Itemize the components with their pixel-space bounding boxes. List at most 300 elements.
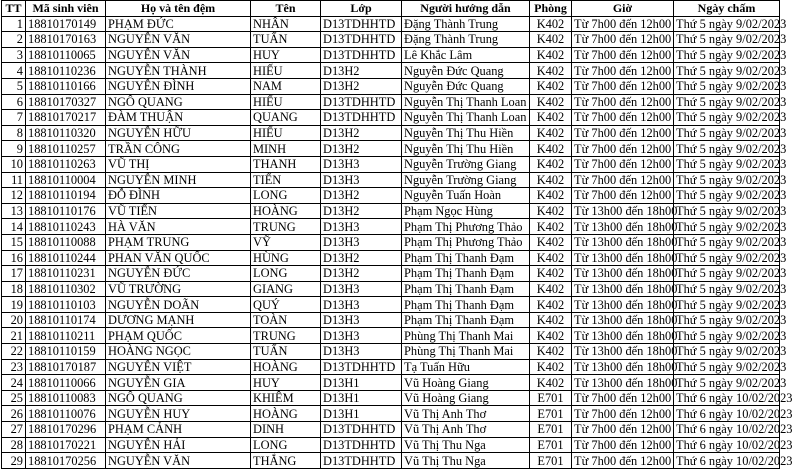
cell-name: LONG: [251, 437, 321, 453]
table-row: [2, 234, 780, 250]
cell-name: HIẾU: [251, 125, 321, 141]
cell-name: QUÝ: [251, 297, 321, 313]
cell-name: MINH: [251, 141, 321, 157]
cell-name: HUY: [251, 47, 321, 63]
cell-tt: 29: [2, 453, 26, 469]
cell-tt: 28: [2, 437, 26, 453]
cell-surname: ĐÀM THUẬN: [106, 110, 251, 126]
cell-date: Thứ 6 ngày 10/02/2023: [674, 406, 780, 422]
cell-room: E701: [530, 422, 572, 438]
cell-surname: NGÔ QUANG: [106, 390, 251, 406]
cell-student-id: 18810110088: [26, 234, 106, 250]
cell-room: K402: [530, 219, 572, 235]
cell-tt: 11: [2, 172, 26, 188]
cell-student-id: 18810110159: [26, 344, 106, 360]
cell-surname: NGUYỄN HỮU: [106, 125, 251, 141]
cell-date: Thứ 5 ngày 9/02/2023: [674, 234, 780, 250]
cell-student-id: 18810110211: [26, 328, 106, 344]
cell-advisor: Đặng Thành Trung: [402, 32, 530, 48]
cell-room: E701: [530, 390, 572, 406]
cell-class: D13H3: [321, 172, 402, 188]
cell-class: D13H3: [321, 328, 402, 344]
cell-tt: 23: [2, 359, 26, 375]
cell-class: D13TDHHTD: [321, 437, 402, 453]
cell-tt: 13: [2, 203, 26, 219]
cell-advisor: Nguyễn Thị Thu Hiền: [402, 125, 530, 141]
cell-tt: 3: [2, 47, 26, 63]
cell-advisor: Vũ Thị Anh Thơ: [402, 422, 530, 438]
cell-advisor: Nguyễn Đức Quang: [402, 63, 530, 79]
cell-date: Thứ 5 ngày 9/02/2023: [674, 250, 780, 266]
cell-surname: VŨ TRƯỜNG: [106, 281, 251, 297]
table-row: [2, 328, 780, 344]
cell-room: K402: [530, 94, 572, 110]
cell-room: K402: [530, 63, 572, 79]
cell-student-id: 18810110263: [26, 156, 106, 172]
cell-tt: 25: [2, 390, 26, 406]
cell-date: Thứ 5 ngày 9/02/2023: [674, 312, 780, 328]
cell-date: Thứ 5 ngày 9/02/2023: [674, 188, 780, 204]
cell-student-id: 18810110320: [26, 125, 106, 141]
cell-name: TRUNG: [251, 328, 321, 344]
cell-surname: NGUYỄN VĂN: [106, 47, 251, 63]
cell-surname: PHAN VĂN QUỐC: [106, 250, 251, 266]
cell-date: Thứ 6 ngày 10/02/2023: [674, 390, 780, 406]
cell-time: Từ 13h00 đến 18h00: [572, 328, 674, 344]
cell-student-id: 18810110065: [26, 47, 106, 63]
cell-class: D13H3: [321, 344, 402, 360]
cell-time: Từ 13h00 đến 18h00: [572, 312, 674, 328]
cell-tt: 22: [2, 344, 26, 360]
cell-room: K402: [530, 32, 572, 48]
cell-time: Từ 7h00 đến 12h00: [572, 94, 674, 110]
cell-date: Thứ 5 ngày 9/02/2023: [674, 203, 780, 219]
cell-advisor: Vũ Hoàng Giang: [402, 390, 530, 406]
cell-student-id: 18810110103: [26, 297, 106, 313]
table-row: [2, 156, 780, 172]
table-row: [2, 172, 780, 188]
table-row: [2, 188, 780, 204]
cell-class: D13H2: [321, 188, 402, 204]
table-row: [2, 16, 780, 32]
header-student-id: Mã sinh viên: [26, 1, 106, 17]
cell-tt: 12: [2, 188, 26, 204]
cell-student-id: 18810110194: [26, 188, 106, 204]
cell-time: Từ 7h00 đến 12h00: [572, 125, 674, 141]
cell-name: VỸ: [251, 234, 321, 250]
cell-name: KHIÊM: [251, 390, 321, 406]
cell-surname: NGUYỄN VIỆT: [106, 359, 251, 375]
cell-date: Thứ 5 ngày 9/02/2023: [674, 297, 780, 313]
cell-name: TUẤN: [251, 344, 321, 360]
table-row: [2, 437, 780, 453]
cell-student-id: 18810110174: [26, 312, 106, 328]
cell-time: Từ 13h00 đến 18h00: [572, 297, 674, 313]
header-tt: TT: [2, 1, 26, 17]
cell-time: Từ 7h00 đến 12h00: [572, 78, 674, 94]
table-row: [2, 110, 780, 126]
cell-surname: NGUYỄN VĂN: [106, 453, 251, 469]
cell-class: D13TDHHTD: [321, 110, 402, 126]
cell-name: NAM: [251, 78, 321, 94]
cell-advisor: Tạ Tuấn Hữu: [402, 359, 530, 375]
cell-name: HOÀNG: [251, 203, 321, 219]
cell-date: Thứ 5 ngày 9/02/2023: [674, 94, 780, 110]
cell-tt: 10: [2, 156, 26, 172]
cell-date: Thứ 5 ngày 9/02/2023: [674, 375, 780, 391]
table-header-row: [2, 1, 780, 17]
cell-name: LONG: [251, 188, 321, 204]
cell-date: Thứ 5 ngày 9/02/2023: [674, 141, 780, 157]
cell-time: Từ 13h00 đến 18h00: [572, 234, 674, 250]
cell-class: D13TDHHTD: [321, 16, 402, 32]
cell-tt: 18: [2, 281, 26, 297]
cell-student-id: 18810110302: [26, 281, 106, 297]
cell-surname: ĐỖ ĐÌNH: [106, 188, 251, 204]
table-row: [2, 203, 780, 219]
table-row: [2, 390, 780, 406]
cell-time: Từ 7h00 đến 12h00: [572, 47, 674, 63]
cell-room: K402: [530, 125, 572, 141]
cell-class: D13H3: [321, 281, 402, 297]
cell-surname: PHẠM QUỐC: [106, 328, 251, 344]
cell-advisor: Nguyễn Tuấn Hoàn: [402, 188, 530, 204]
cell-class: D13H3: [321, 312, 402, 328]
cell-advisor: Lê Khắc Lâm: [402, 47, 530, 63]
cell-room: K402: [530, 344, 572, 360]
cell-date: Thứ 5 ngày 9/02/2023: [674, 359, 780, 375]
cell-class: D13H2: [321, 141, 402, 157]
cell-date: Thứ 5 ngày 9/02/2023: [674, 156, 780, 172]
cell-surname: NGUYỄN VĂN: [106, 32, 251, 48]
cell-student-id: 18810170327: [26, 94, 106, 110]
cell-time: Từ 7h00 đến 12h00: [572, 406, 674, 422]
cell-advisor: Phạm Thị Thanh Đạm: [402, 281, 530, 297]
cell-room: E701: [530, 453, 572, 469]
cell-class: D13TDHHTD: [321, 453, 402, 469]
cell-time: Từ 7h00 đến 12h00: [572, 110, 674, 126]
cell-student-id: 18810110243: [26, 219, 106, 235]
cell-room: K402: [530, 78, 572, 94]
cell-class: D13H3: [321, 219, 402, 235]
table-row: [2, 453, 780, 469]
cell-room: K402: [530, 47, 572, 63]
cell-class: D13H2: [321, 78, 402, 94]
cell-time: Từ 7h00 đến 12h00: [572, 63, 674, 79]
cell-surname: NGUYỄN ĐÌNH: [106, 78, 251, 94]
cell-date: Thứ 6 ngày 10/02/2023: [674, 422, 780, 438]
cell-surname: HÀ VĂN: [106, 219, 251, 235]
cell-surname: HOÀNG NGỌC: [106, 344, 251, 360]
cell-student-id: 18810110076: [26, 406, 106, 422]
cell-tt: 8: [2, 125, 26, 141]
table-row: [2, 32, 780, 48]
cell-advisor: Phạm Thị Thanh Đạm: [402, 312, 530, 328]
cell-advisor: Nguyễn Thị Thu Hiền: [402, 141, 530, 157]
cell-surname: PHẠM ĐỨC: [106, 16, 251, 32]
header-advisor: Người hướng dẫn: [402, 1, 530, 17]
cell-tt: 20: [2, 312, 26, 328]
cell-advisor: Phùng Thị Thanh Mai: [402, 344, 530, 360]
cell-time: Từ 13h00 đến 18h00: [572, 281, 674, 297]
cell-advisor: Phạm Thị Thanh Đạm: [402, 297, 530, 313]
table-row: [2, 250, 780, 266]
cell-room: K402: [530, 281, 572, 297]
cell-room: K402: [530, 16, 572, 32]
cell-time: Từ 13h00 đến 18h00: [572, 219, 674, 235]
cell-tt: 4: [2, 63, 26, 79]
cell-time: Từ 13h00 đến 18h00: [572, 344, 674, 360]
table-row: [2, 344, 780, 360]
table-row: [2, 141, 780, 157]
cell-room: K402: [530, 250, 572, 266]
cell-surname: NGUYỄN DOÃN: [106, 297, 251, 313]
cell-class: D13TDHHTD: [321, 94, 402, 110]
cell-name: HIẾU: [251, 94, 321, 110]
cell-name: HIẾU: [251, 63, 321, 79]
table-row: [2, 47, 780, 63]
cell-surname: PHẠM CẢNH: [106, 422, 251, 438]
cell-class: D13TDHHTD: [321, 422, 402, 438]
table-row: [2, 406, 780, 422]
cell-date: Thứ 5 ngày 9/02/2023: [674, 63, 780, 79]
table-row: [2, 297, 780, 313]
cell-student-id: 18810170296: [26, 422, 106, 438]
cell-name: TUẤN: [251, 32, 321, 48]
table-row: [2, 312, 780, 328]
defense-schedule-table: [1, 0, 793, 469]
cell-room: K402: [530, 375, 572, 391]
cell-advisor: Vũ Hoàng Giang: [402, 375, 530, 391]
cell-surname: NGUYỄN MINH: [106, 172, 251, 188]
cell-date: Thứ 5 ngày 9/02/2023: [674, 47, 780, 63]
cell-class: D13H2: [321, 250, 402, 266]
cell-room: K402: [530, 188, 572, 204]
cell-time: Từ 13h00 đến 18h00: [572, 359, 674, 375]
cell-date: Thứ 5 ngày 9/02/2023: [674, 219, 780, 235]
header-date: Ngày chấm: [674, 1, 780, 17]
table-row: [2, 63, 780, 79]
cell-tt: 9: [2, 141, 26, 157]
cell-surname: NGÔ QUANG: [106, 94, 251, 110]
cell-student-id: 18810110166: [26, 78, 106, 94]
cell-student-id: 18810110257: [26, 141, 106, 157]
cell-surname: VŨ TIẾN: [106, 203, 251, 219]
cell-student-id: 18810110244: [26, 250, 106, 266]
cell-advisor: Vũ Thị Anh Thơ: [402, 406, 530, 422]
cell-time: Từ 7h00 đến 12h00: [572, 453, 674, 469]
cell-tt: 24: [2, 375, 26, 391]
cell-room: K402: [530, 312, 572, 328]
cell-advisor: Nguyễn Đức Quang: [402, 78, 530, 94]
cell-date: Thứ 5 ngày 9/02/2023: [674, 32, 780, 48]
cell-time: Từ 7h00 đến 12h00: [572, 141, 674, 157]
cell-student-id: 18810170221: [26, 437, 106, 453]
cell-time: Từ 7h00 đến 12h00: [572, 390, 674, 406]
cell-time: Từ 7h00 đến 12h00: [572, 437, 674, 453]
cell-advisor: Phạm Ngọc Hùng: [402, 203, 530, 219]
cell-name: HUY: [251, 375, 321, 391]
cell-time: Từ 7h00 đến 12h00: [572, 422, 674, 438]
cell-time: Từ 7h00 đến 12h00: [572, 16, 674, 32]
cell-date: Thứ 5 ngày 9/02/2023: [674, 266, 780, 282]
header-name: Tên: [251, 1, 321, 17]
header-time: Giờ: [572, 1, 674, 17]
cell-room: K402: [530, 234, 572, 250]
cell-name: QUANG: [251, 110, 321, 126]
cell-date: Thứ 5 ngày 9/02/2023: [674, 328, 780, 344]
cell-advisor: Nguyễn Thị Thanh Loan: [402, 94, 530, 110]
cell-student-id: 18810170217: [26, 110, 106, 126]
cell-date: Thứ 5 ngày 9/02/2023: [674, 16, 780, 32]
cell-time: Từ 7h00 đến 12h00: [572, 32, 674, 48]
cell-name: THẮNG: [251, 453, 321, 469]
cell-advisor: Phùng Thị Thanh Mai: [402, 328, 530, 344]
cell-tt: 26: [2, 406, 26, 422]
cell-name: TOÀN: [251, 312, 321, 328]
cell-time: Từ 13h00 đến 18h00: [572, 375, 674, 391]
cell-name: HOÀNG: [251, 359, 321, 375]
cell-class: D13H3: [321, 156, 402, 172]
cell-class: D13H1: [321, 375, 402, 391]
table-body: [2, 16, 793, 468]
cell-surname: PHẠM TRUNG: [106, 234, 251, 250]
cell-tt: 14: [2, 219, 26, 235]
cell-time: Từ 13h00 đến 18h00: [572, 203, 674, 219]
cell-room: E701: [530, 437, 572, 453]
cell-room: K402: [530, 203, 572, 219]
cell-advisor: Vũ Thị Thu Nga: [402, 437, 530, 453]
cell-tt: 16: [2, 250, 26, 266]
cell-name: HOÀNG: [251, 406, 321, 422]
cell-advisor: Nguyễn Thị Thanh Loan: [402, 110, 530, 126]
cell-room: E701: [530, 406, 572, 422]
cell-surname: NGUYỄN GIA: [106, 375, 251, 391]
cell-room: K402: [530, 141, 572, 157]
cell-advisor: Nguyễn Trường Giang: [402, 156, 530, 172]
cell-name: TIẾN: [251, 172, 321, 188]
cell-tt: 15: [2, 234, 26, 250]
cell-time: Từ 13h00 đến 18h00: [572, 266, 674, 282]
cell-class: D13TDHHTD: [321, 47, 402, 63]
table-row: [2, 94, 780, 110]
cell-surname: DƯƠNG MẠNH: [106, 312, 251, 328]
cell-class: D13H3: [321, 234, 402, 250]
cell-name: TRUNG: [251, 219, 321, 235]
cell-name: THANH: [251, 156, 321, 172]
cell-student-id: 18810110083: [26, 390, 106, 406]
cell-tt: 2: [2, 32, 26, 48]
cell-student-id: 18810170187: [26, 359, 106, 375]
header-surname: Họ và tên đệm: [106, 1, 251, 17]
cell-surname: NGUYỄN HẢI: [106, 437, 251, 453]
cell-date: Thứ 5 ngày 9/02/2023: [674, 281, 780, 297]
cell-room: K402: [530, 328, 572, 344]
cell-room: K402: [530, 110, 572, 126]
cell-tt: 7: [2, 110, 26, 126]
table-row: [2, 78, 780, 94]
cell-class: D13H2: [321, 63, 402, 79]
cell-tt: 1: [2, 16, 26, 32]
cell-class: D13H2: [321, 203, 402, 219]
cell-class: D13TDHHTD: [321, 32, 402, 48]
cell-advisor: Phạm Thị Thanh Đạm: [402, 250, 530, 266]
cell-surname: NGUYỄN ĐỨC: [106, 266, 251, 282]
cell-student-id: 18810170149: [26, 16, 106, 32]
cell-tt: 21: [2, 328, 26, 344]
cell-class: D13H1: [321, 406, 402, 422]
cell-name: NHÂN: [251, 16, 321, 32]
cell-name: GIANG: [251, 281, 321, 297]
header-class: Lớp: [321, 1, 402, 17]
cell-date: Thứ 5 ngày 9/02/2023: [674, 110, 780, 126]
cell-class: D13H2: [321, 266, 402, 282]
cell-tt: 6: [2, 94, 26, 110]
cell-tt: 27: [2, 422, 26, 438]
cell-surname: NGUYỄN THÀNH: [106, 63, 251, 79]
cell-advisor: Phạm Thị Phương Thảo: [402, 219, 530, 235]
cell-room: K402: [530, 266, 572, 282]
cell-time: Từ 7h00 đến 12h00: [572, 172, 674, 188]
table-row: [2, 219, 780, 235]
cell-tt: 17: [2, 266, 26, 282]
cell-time: Từ 7h00 đến 12h00: [572, 188, 674, 204]
table-row: [2, 125, 780, 141]
cell-tt: 19: [2, 297, 26, 313]
cell-advisor: Phạm Thị Phương Thảo: [402, 234, 530, 250]
cell-name: HÙNG: [251, 250, 321, 266]
cell-class: D13TDHHTD: [321, 359, 402, 375]
cell-date: Thứ 5 ngày 9/02/2023: [674, 78, 780, 94]
cell-name: LONG: [251, 266, 321, 282]
cell-room: K402: [530, 172, 572, 188]
table-row: [2, 266, 780, 282]
cell-tt: 5: [2, 78, 26, 94]
cell-class: D13H2: [321, 125, 402, 141]
cell-student-id: 18810110231: [26, 266, 106, 282]
cell-student-id: 18810110236: [26, 63, 106, 79]
cell-date: Thứ 6 ngày 10/02/2023: [674, 437, 780, 453]
cell-class: D13H3: [321, 297, 402, 313]
cell-date: Thứ 5 ngày 9/02/2023: [674, 344, 780, 360]
cell-room: K402: [530, 297, 572, 313]
cell-date: Thứ 5 ngày 9/02/2023: [674, 125, 780, 141]
header-room: Phòng: [530, 1, 572, 17]
cell-name: DINH: [251, 422, 321, 438]
cell-room: K402: [530, 156, 572, 172]
cell-time: Từ 13h00 đến 18h00: [572, 250, 674, 266]
table-row: [2, 375, 780, 391]
cell-student-id: 18810110066: [26, 375, 106, 391]
cell-class: D13H1: [321, 390, 402, 406]
table-row: [2, 422, 780, 438]
cell-date: Thứ 5 ngày 9/02/2023: [674, 172, 780, 188]
cell-surname: VŨ THỊ: [106, 156, 251, 172]
cell-surname: NGUYỄN HUY: [106, 406, 251, 422]
cell-student-id: 18810110004: [26, 172, 106, 188]
cell-student-id: 18810170256: [26, 453, 106, 469]
cell-surname: TRẦN CÔNG: [106, 141, 251, 157]
cell-advisor: Nguyễn Trường Giang: [402, 172, 530, 188]
cell-time: Từ 7h00 đến 12h00: [572, 156, 674, 172]
cell-date: Thứ 6 ngày 10/02/2023: [674, 453, 780, 469]
cell-advisor: Vũ Thị Thu Nga: [402, 453, 530, 469]
cell-student-id: 18810110176: [26, 203, 106, 219]
table-row: [2, 359, 780, 375]
cell-advisor: Đặng Thành Trung: [402, 16, 530, 32]
cell-advisor: Phạm Thị Thanh Đạm: [402, 266, 530, 282]
cell-room: K402: [530, 359, 572, 375]
